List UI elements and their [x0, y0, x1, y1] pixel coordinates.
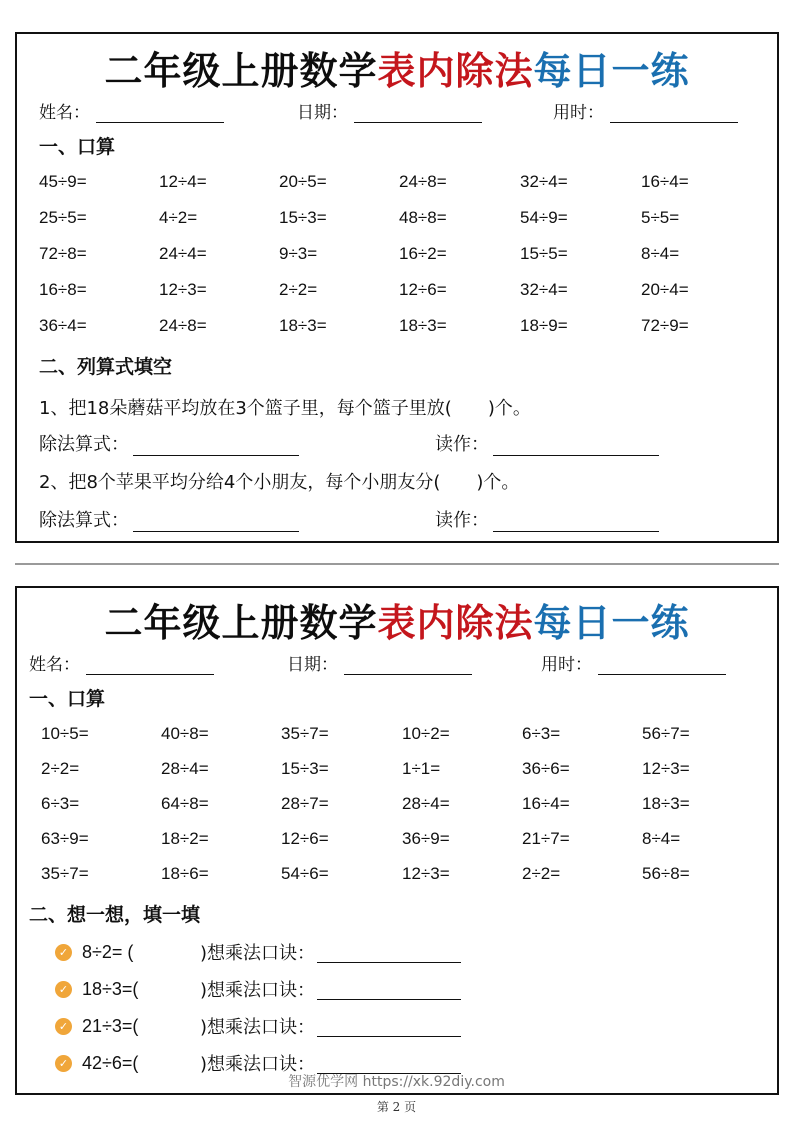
name-line [96, 102, 224, 123]
problem: 8÷4= [642, 829, 681, 848]
date-line [354, 102, 482, 123]
check-badge-icon: ✓ [55, 981, 72, 998]
section-heading-fill: 二、列算式填空 [39, 356, 173, 378]
problem: 16÷8= [39, 280, 87, 299]
think-item[interactable]: ✓ 8÷2= ( )想乘法口诀： [55, 938, 461, 966]
read-line [493, 435, 659, 456]
problem: 72÷8= [39, 244, 87, 263]
problem: 48÷8= [399, 208, 447, 227]
think-item[interactable]: ✓ 42÷6=( )想乘法口诀： [55, 1049, 461, 1077]
problem: 8÷4= [641, 244, 680, 263]
problem: 28÷7= [281, 794, 329, 813]
problem: 18÷3= [399, 316, 447, 335]
problem: 18÷2= [161, 829, 209, 848]
problem: 35÷7= [41, 864, 89, 883]
section-heading-think: 二、想一想，填一填 [29, 904, 201, 926]
problem: 56÷8= [642, 864, 690, 883]
formula-line [133, 511, 299, 532]
problem: 72÷9= [641, 316, 689, 335]
problem: 18÷3= [642, 794, 690, 813]
problem: 56÷7= [642, 724, 690, 743]
time-field[interactable]: 用时： [541, 650, 726, 675]
page-divider [15, 563, 779, 565]
problem: 12÷3= [402, 864, 450, 883]
read-field-1[interactable]: 读作： [435, 430, 659, 456]
check-badge-icon: ✓ [55, 1018, 72, 1035]
problem: 24÷4= [159, 244, 207, 263]
problem: 18÷6= [161, 864, 209, 883]
problem: 36÷6= [522, 759, 570, 778]
check-badge-icon: ✓ [55, 1055, 72, 1072]
problem: 10÷5= [41, 724, 89, 743]
name-line [86, 654, 214, 675]
problem: 64÷8= [161, 794, 209, 813]
worksheet-title: 二年级上册数学表内除法每日一练 [104, 601, 690, 645]
info-row [39, 98, 757, 124]
answer-line [317, 942, 461, 963]
time-field[interactable]: 用时： [553, 98, 738, 123]
name-field[interactable]: 姓名： [29, 650, 214, 675]
problem: 45÷9= [39, 172, 87, 191]
problem: 15÷3= [281, 759, 329, 778]
info-row [29, 650, 757, 676]
date-line [344, 654, 472, 675]
problem: 10÷2= [402, 724, 450, 743]
section-heading-oral: 一、口算 [29, 688, 106, 710]
time-line [610, 102, 738, 123]
problem: 54÷6= [281, 864, 329, 883]
worksheet-2 [15, 586, 779, 1095]
date-field[interactable]: 日期： [297, 98, 482, 123]
problem: 28÷4= [161, 759, 209, 778]
section-heading-oral: 一、口算 [39, 136, 116, 158]
problem: 21÷7= [522, 829, 570, 848]
problem: 6÷3= [41, 794, 80, 813]
problem: 28÷4= [402, 794, 450, 813]
problem: 24÷8= [159, 316, 207, 335]
question-1: 1、把18朵蘑菇平均放在3个篮子里，每个篮子里放( )个。 [39, 398, 531, 419]
problem: 32÷4= [520, 172, 568, 191]
problem: 24÷8= [399, 172, 447, 191]
problem: 2÷2= [279, 280, 318, 299]
worksheet-title: 二年级上册数学表内除法每日一练 [104, 49, 690, 93]
problem: 25÷5= [39, 208, 87, 227]
problem: 16÷2= [399, 244, 447, 263]
problem: 12÷6= [281, 829, 329, 848]
problem: 6÷3= [522, 724, 561, 743]
problem: 20÷4= [641, 280, 689, 299]
date-field[interactable]: 日期： [287, 650, 472, 675]
problem: 20÷5= [279, 172, 327, 191]
read-field-2[interactable]: 读作： [435, 506, 659, 532]
answer-line [317, 1016, 461, 1037]
answer-line [317, 979, 461, 1000]
read-line [493, 511, 659, 532]
problem: 12÷4= [159, 172, 207, 191]
formula-line [133, 435, 299, 456]
problem: 16÷4= [641, 172, 689, 191]
problem: 12÷6= [399, 280, 447, 299]
watermark: 智源优学网 https://xk.92diy.com [288, 1074, 505, 1090]
problem: 4÷2= [159, 208, 198, 227]
problem: 9÷3= [279, 244, 318, 263]
problem: 2÷2= [522, 864, 561, 883]
problem: 16÷4= [522, 794, 570, 813]
problem: 36÷4= [39, 316, 87, 335]
problem: 54÷9= [520, 208, 568, 227]
problem: 1÷1= [402, 759, 441, 778]
name-field[interactable]: 姓名： [39, 98, 224, 123]
problem: 5÷5= [641, 208, 680, 227]
problem: 12÷3= [159, 280, 207, 299]
time-line [598, 654, 726, 675]
problem: 15÷5= [520, 244, 568, 263]
page-number: 第 2 页 [376, 1100, 417, 1114]
worksheet-1 [15, 32, 779, 543]
problem: 63÷9= [41, 829, 89, 848]
formula-field-1[interactable]: 除法算式： [39, 430, 299, 456]
problem: 2÷2= [41, 759, 80, 778]
think-item[interactable]: ✓ 18÷3=( )想乘法口诀： [55, 975, 461, 1003]
problem: 18÷3= [279, 316, 327, 335]
problem: 15÷3= [279, 208, 327, 227]
formula-field-2[interactable]: 除法算式： [39, 506, 299, 532]
question-2: 2、把8个苹果平均分给4个小朋友，每个小朋友分( )个。 [39, 472, 520, 493]
problem: 32÷4= [520, 280, 568, 299]
problem: 12÷3= [642, 759, 690, 778]
problem: 40÷8= [161, 724, 209, 743]
think-item[interactable]: ✓ 21÷3=( )想乘法口诀： [55, 1012, 461, 1040]
check-badge-icon: ✓ [55, 944, 72, 961]
problem: 18÷9= [520, 316, 568, 335]
problem: 35÷7= [281, 724, 329, 743]
problem: 36÷9= [402, 829, 450, 848]
